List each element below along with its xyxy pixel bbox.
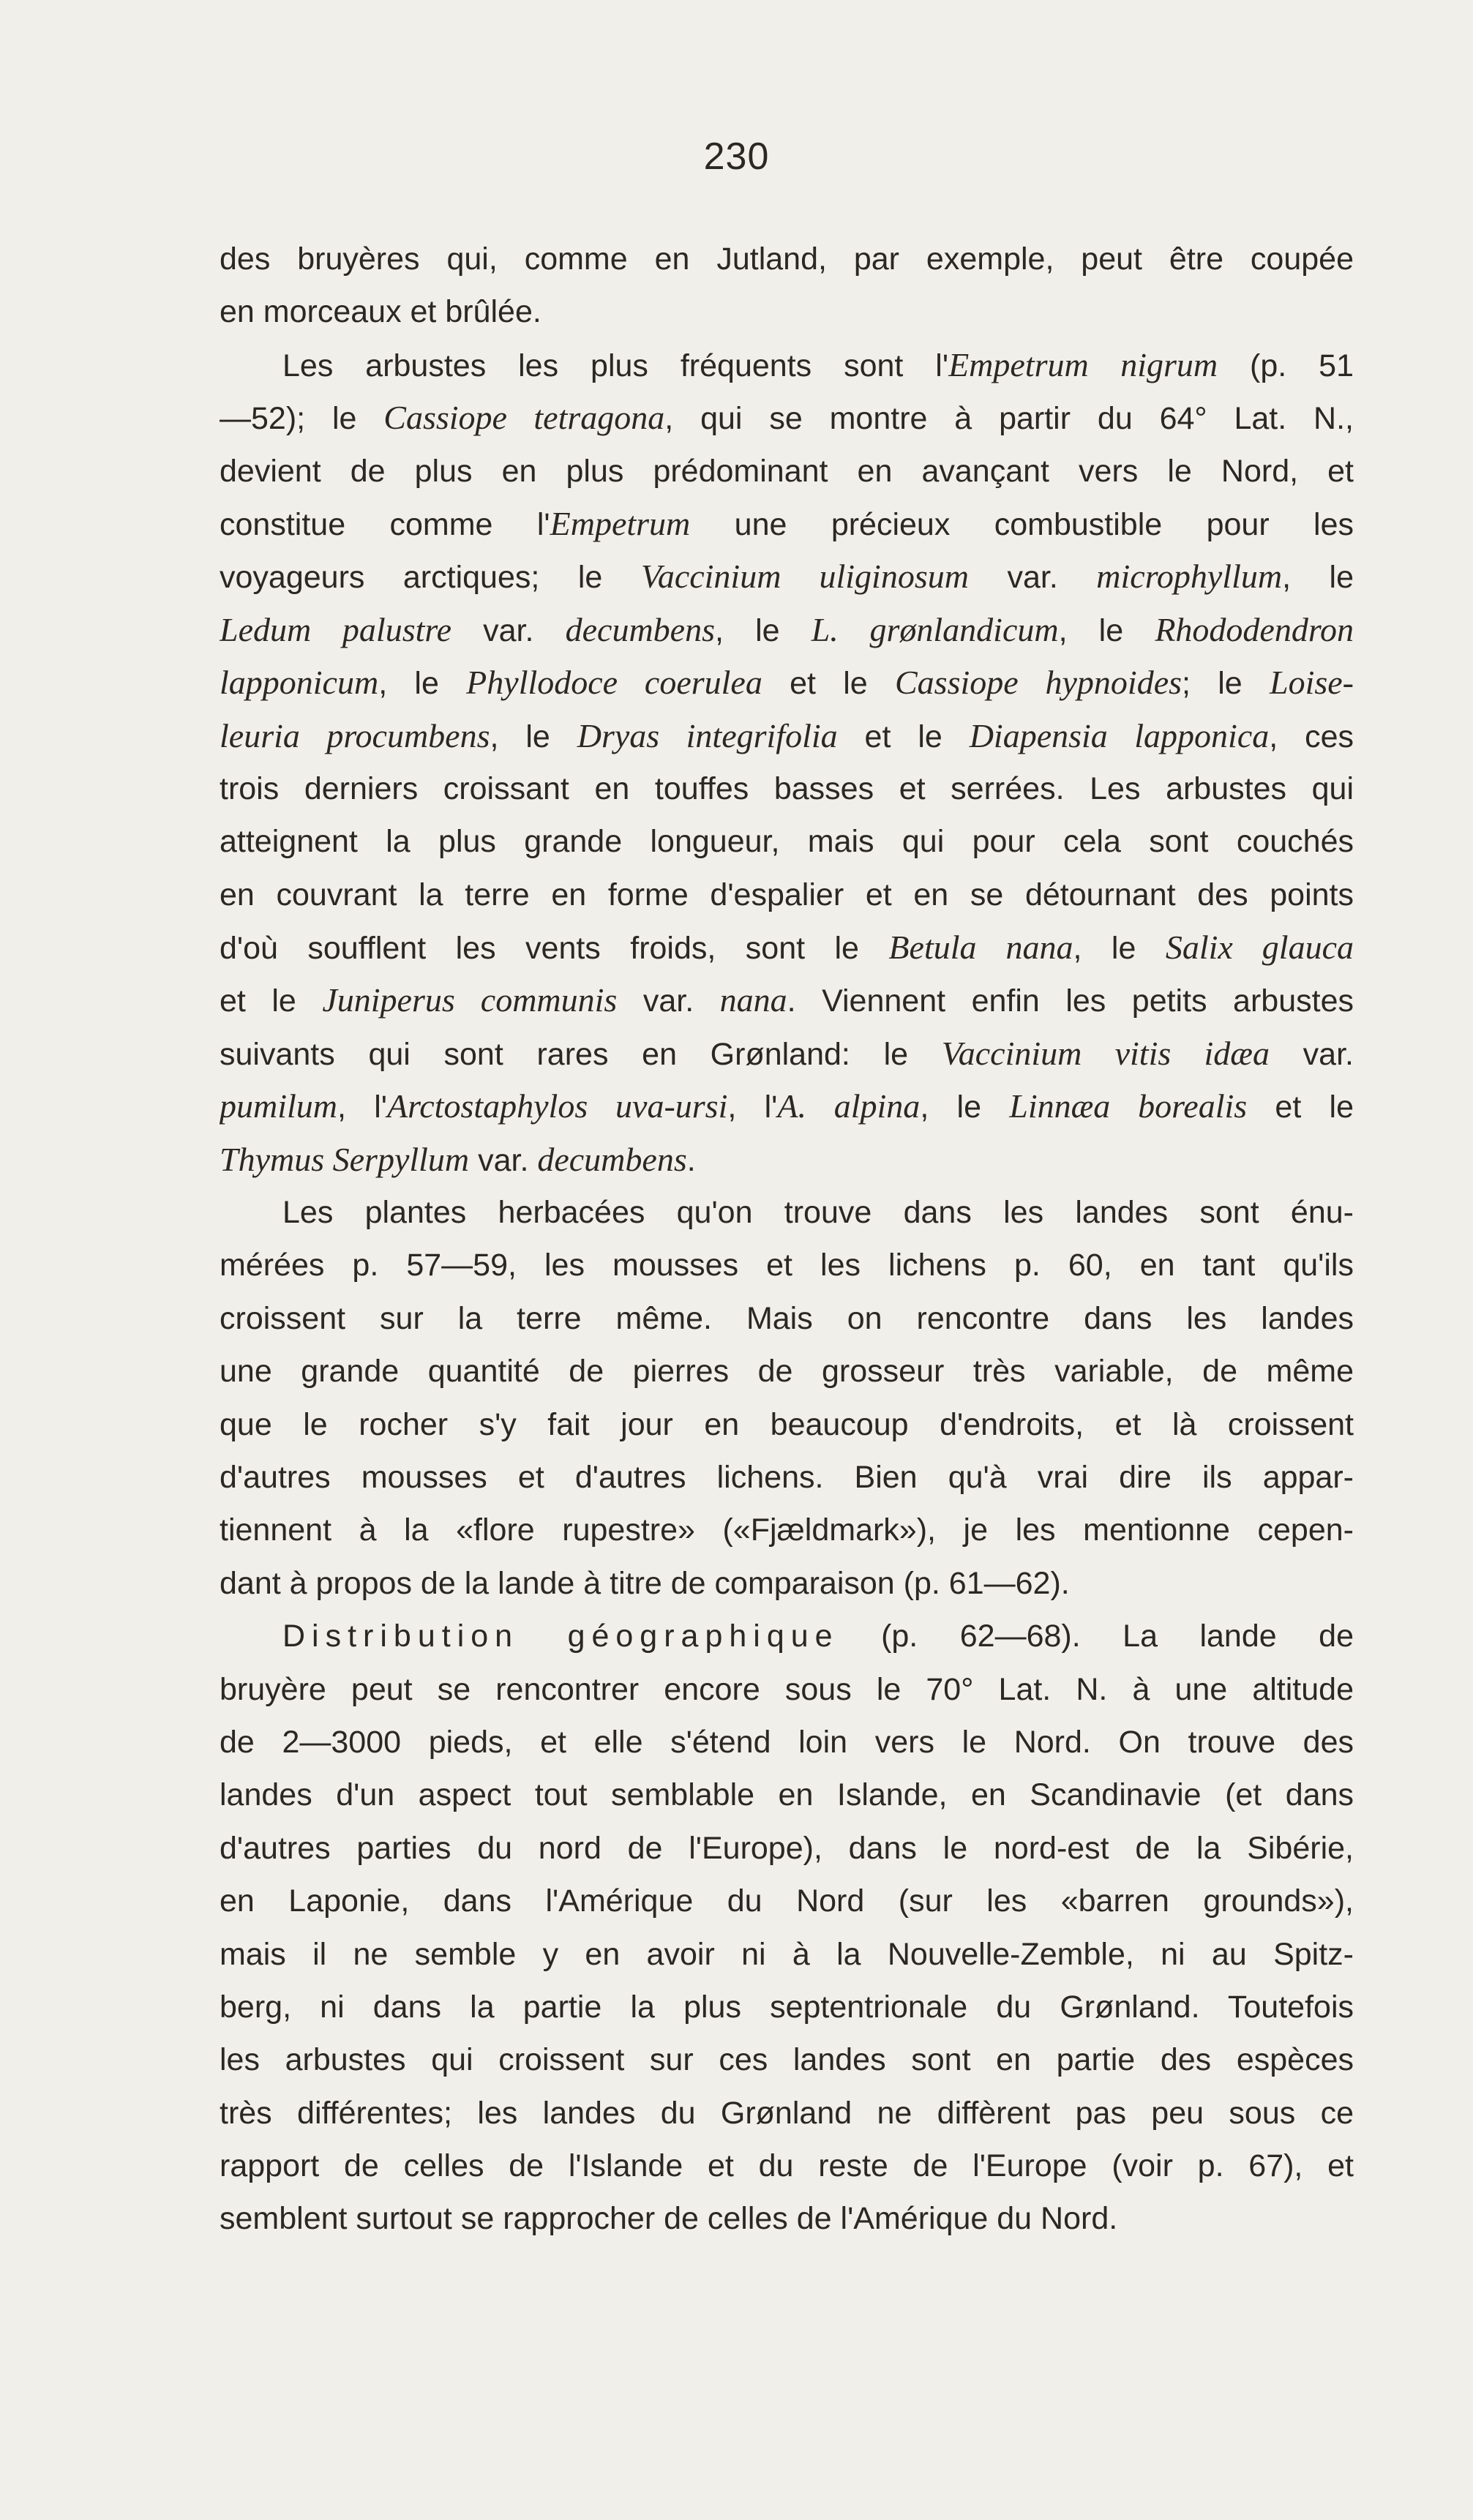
text-line: les arbustes qui croissent sur ces landes sont en partie des espèces	[220, 2042, 1354, 2078]
spaced-heading: Distribution géographique	[282, 1619, 839, 1654]
italic-taxon: decumbens	[565, 610, 715, 648]
text-line: de 2—3000 pieds, et elle s'étend loin vers le Nord. On trouve des	[220, 1724, 1354, 1760]
italic-taxon: Cassiope tetragona	[383, 399, 665, 437]
text-line: leuria procumbens, le Dryas integrifolia et le Diapensia lapponica, ces	[220, 716, 1354, 754]
italic-taxon: Empetrum	[550, 504, 691, 542]
italic-taxon: Loise-	[1270, 664, 1354, 702]
text-line: devient de plus en plus prédominant en avançant vers le Nord, et	[220, 453, 1354, 489]
italic-taxon: Juniperus communis	[322, 981, 618, 1019]
text-line: et le Juniperus communis var. nana. Viennent enfin les petits arbustes	[220, 981, 1354, 1019]
text-line: rapport de celles de l'Islande et du reste de l'Europe (voir p. 67), et	[220, 2148, 1354, 2184]
text-line: d'autres mousses et d'autres lichens. Bien qu'à vrai dire ils appar-	[220, 1459, 1354, 1495]
italic-taxon: Rhododendron	[1155, 610, 1354, 648]
text-line: Thymus Serpyllum var. decumbens.	[220, 1140, 696, 1178]
italic-taxon: Empetrum nigrum	[948, 345, 1218, 383]
text-line: trois derniers croissant en touffes basses et serrées. Les arbustes qui	[220, 770, 1354, 806]
text-line: Les arbustes les plus fréquents sont l'Empetrum nigrum (p. 51	[282, 345, 1354, 383]
body-text	[220, 233, 1354, 2246]
italic-taxon: decumbens	[537, 1140, 687, 1178]
italic-taxon: pumilum	[220, 1087, 337, 1125]
italic-taxon: Dryas integrifolia	[577, 716, 838, 754]
italic-taxon: Diapensia lapponica	[969, 716, 1270, 754]
italic-taxon: Arctostaphylos uva-ursi	[386, 1087, 728, 1125]
text-line: bruyère peut se rencontrer encore sous le 70° Lat. N. à une altitude	[220, 1671, 1354, 1707]
italic-taxon: Salix glauca	[1165, 929, 1354, 967]
page-number: 230	[703, 135, 770, 178]
text-line: croissent sur la terre même. Mais on rencontre dans les landes	[220, 1300, 1354, 1336]
text-line: landes d'un aspect tout semblable en Islande, en Scandinavie (et dans	[220, 1777, 1354, 1813]
text-line: en Laponie, dans l'Amérique du Nord (sur les «barren grounds»),	[220, 1883, 1354, 1919]
text-line: pumilum, l'Arctostaphylos uva-ursi, l'A. alpina, le Linnæa borealis et le	[220, 1087, 1354, 1125]
text-line: mais il ne semble y en avoir ni à la Nouvelle-Zemble, ni au Spitz-	[220, 1936, 1354, 1972]
text-line: Ledum palustre var. decumbens, le L. grønlandicum, le Rhododendron	[220, 610, 1354, 648]
text-line: une grande quantité de pierres de grosseur très variable, de même	[220, 1354, 1354, 1390]
italic-taxon: Thymus Serpyllum	[220, 1140, 470, 1178]
italic-taxon: lapponicum	[220, 664, 379, 702]
italic-taxon: nana	[719, 981, 787, 1019]
text-line: en couvrant la terre en forme d'espalier et en se détournant des points	[220, 877, 1354, 912]
italic-taxon: Phyllodoce coerulea	[466, 664, 762, 702]
italic-taxon: Vaccinium uliginosum	[640, 558, 969, 596]
text-line: très différentes; les landes du Grønland ne diffèrent pas peu sous ce	[220, 2095, 1354, 2131]
text-line: constitue comme l'Empetrum une précieux combustible pour les	[220, 504, 1354, 542]
italic-taxon: Cassiope hypnoides	[895, 664, 1182, 702]
text-line: atteignent la plus grande longueur, mais qui pour cela sont couchés	[220, 824, 1354, 860]
text-line: d'autres parties du nord de l'Europe), dans le nord-est de la Sibérie,	[220, 1830, 1354, 1866]
text-line: Distribution géographique (p. 62—68). La lande de	[282, 1619, 1354, 1654]
italic-taxon: Betula nana	[888, 929, 1073, 967]
text-line: dant à propos de la lande à titre de comparaison (p. 61—62).	[220, 1565, 1070, 1601]
text-line: d'où soufflent les vents froids, sont le Betula nana, le Salix glauca	[220, 929, 1354, 967]
text-line: mérées p. 57—59, les mousses et les lichens p. 60, en tant qu'ils	[220, 1248, 1354, 1283]
text-line: tiennent à la «flore rupestre» («Fjældmark»), je les mentionne cepen-	[220, 1512, 1354, 1548]
italic-taxon: Ledum palustre	[220, 610, 451, 648]
text-line: suivants qui sont rares en Grønland: le Vaccinium vitis idæa var.	[220, 1034, 1354, 1072]
text-line: des bruyères qui, comme en Jutland, par exemple, peut être coupée	[220, 241, 1354, 277]
text-line: en morceaux et brûlée.	[220, 294, 541, 330]
text-line: semblent surtout se rapprocher de celles de l'Amérique du Nord.	[220, 2201, 1118, 2237]
text-line: —52); le Cassiope tetragona, qui se montre à partir du 64° Lat. N.,	[220, 399, 1354, 437]
italic-taxon: Vaccinium vitis idæa	[941, 1034, 1270, 1072]
text-line: Les plantes herbacées qu'on trouve dans les landes sont énu-	[282, 1195, 1354, 1231]
text-line: voyageurs arctiques; le Vaccinium uliginosum var. microphyllum, le	[220, 558, 1354, 596]
text-line: lapponicum, le Phyllodoce coerulea et le Cassiope hypnoides; le Loise-	[220, 664, 1354, 702]
italic-taxon: microphyllum	[1096, 558, 1283, 596]
text-line: berg, ni dans la partie la plus septentrionale du Grønland. Toutefois	[220, 1989, 1354, 2025]
italic-taxon: A. alpina	[777, 1087, 921, 1125]
text-line: que le rocher s'y fait jour en beaucoup d'endroits, et là croissent	[220, 1406, 1354, 1442]
italic-taxon: L. grønlandicum	[811, 610, 1059, 648]
italic-taxon: Linnæa borealis	[1009, 1087, 1248, 1125]
italic-taxon: leuria procumbens	[220, 716, 490, 754]
